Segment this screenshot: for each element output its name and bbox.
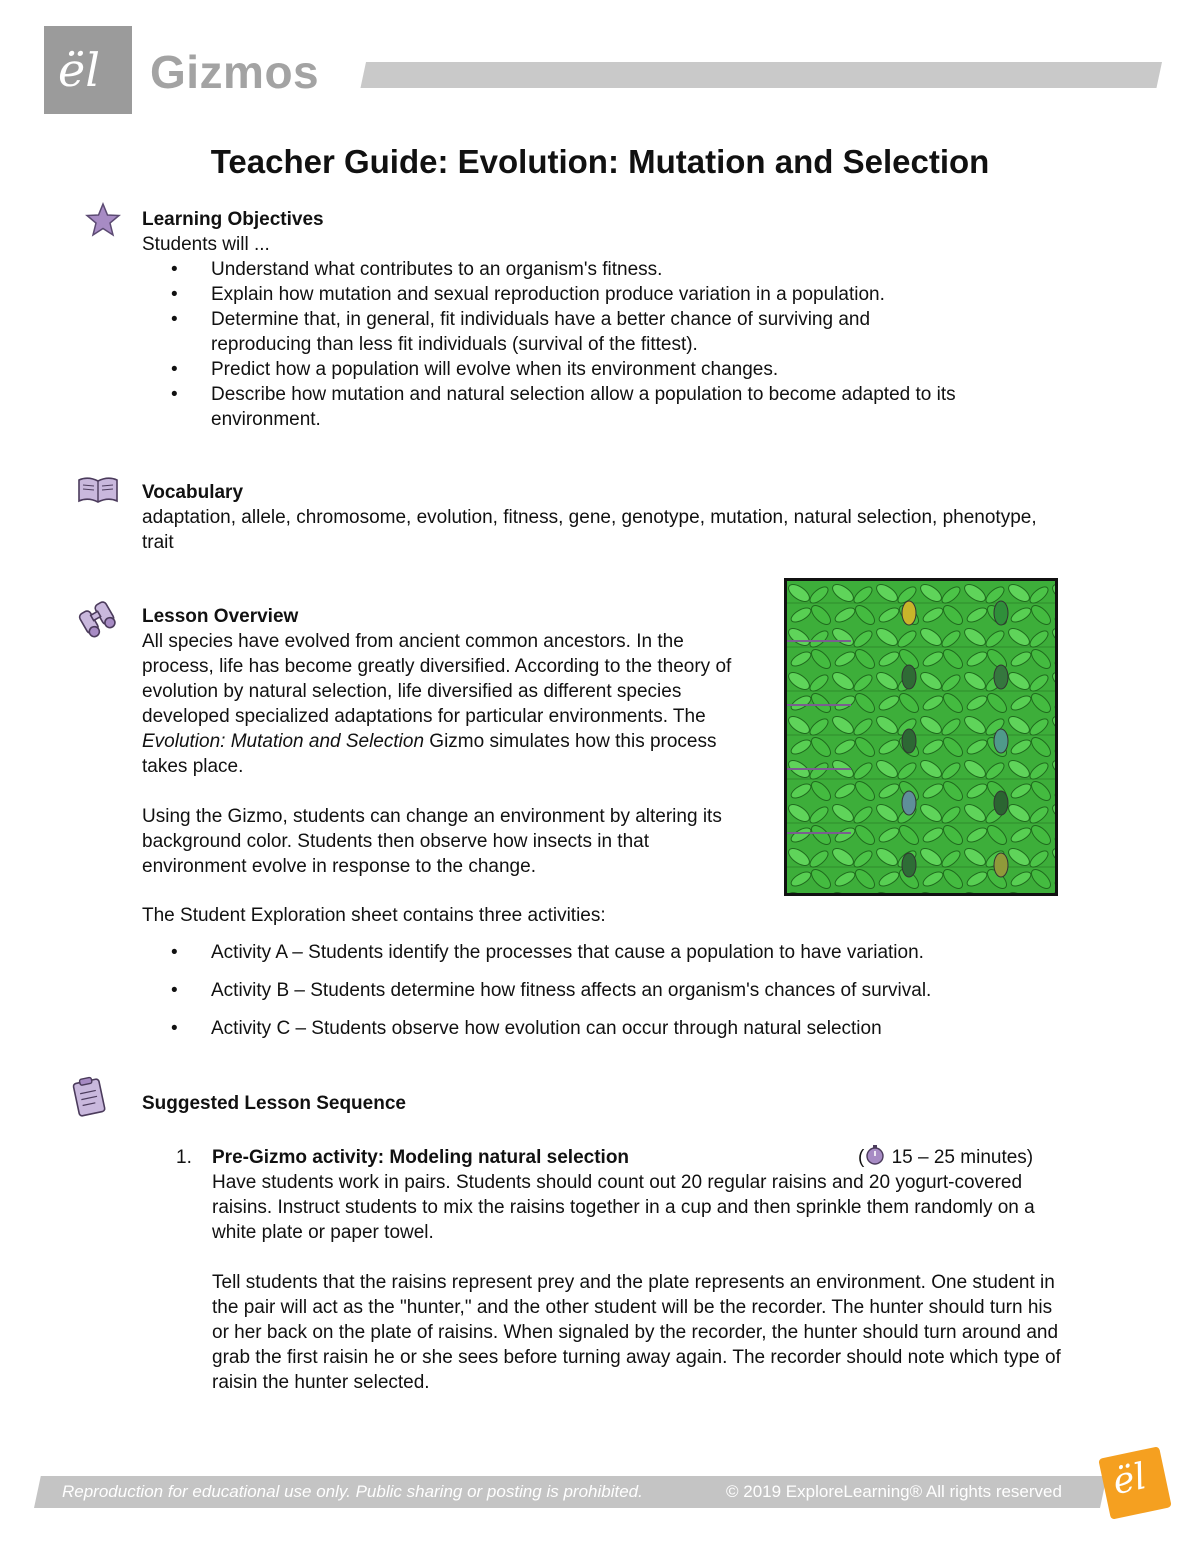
learning-objectives-section xyxy=(142,207,1082,432)
footer-disclaimer: Reproduction for educational use only. Public sharing or posting is prohibited. xyxy=(62,1482,643,1501)
beetle-icon xyxy=(994,665,1008,689)
page-title: Teacher Guide: Evolution: Mutation and Selection xyxy=(210,143,990,180)
header-bar xyxy=(360,62,1162,88)
vocabulary-text: adaptation, allele, chromosome, evolution, fitness, gene, genotype, mutation, natural selection, phenotype, trait xyxy=(142,507,1037,553)
explorelearning-logo xyxy=(44,26,132,114)
star-icon xyxy=(84,202,122,238)
activities-intro: The Student Exploration sheet contains three activities: xyxy=(142,905,606,926)
beetle-icon xyxy=(902,791,916,815)
activity-item: • Activity A – Students identify the processes that cause a population to have variation. xyxy=(141,940,1082,965)
objective-item: • Predict how a population will evolve when its environment changes. xyxy=(141,357,1061,382)
beetle-icon xyxy=(902,853,916,877)
beetle-icon xyxy=(994,729,1008,753)
vocabulary-heading: Vocabulary xyxy=(142,482,244,503)
leaf-background-image xyxy=(787,581,1055,893)
beetle-icon xyxy=(902,729,916,753)
lesson-sequence-heading: Suggested Lesson Sequence xyxy=(142,1093,406,1114)
timer-icon xyxy=(864,1145,886,1165)
objective-item: • Describe how mutation and natural selection allow a population to become adapted to its environment. xyxy=(141,382,1061,432)
beetle-icon xyxy=(902,601,916,625)
step-content xyxy=(212,1170,1062,1395)
gizmos-brand: Gizmos xyxy=(150,46,320,98)
step-number: 1. xyxy=(176,1147,192,1168)
explorelearning-footer-logo xyxy=(1098,1446,1172,1520)
activity-item: • Activity B – Students determine how fitness affects an organism's chances of survival. xyxy=(141,978,1082,1003)
step-time: ( 15 – 25 minutes) xyxy=(858,1147,1034,1168)
objective-item: • Explain how mutation and sexual reproduction produce variation in a population. xyxy=(141,282,1061,307)
step-paragraph: Have students work in pairs. Students should count out 20 regular raisins and 20 yogurt-covered raisins. Instruct students to mix the raisins together in a cup and then sprinkle them randomly on a white plate or paper towel. xyxy=(212,1172,1035,1243)
learning-objectives-heading: Learning Objectives xyxy=(142,209,324,230)
step-paragraph: Tell students that the raisins represent prey and the plate represents an environment. One student in the pair will act as the "hunter," and the other student will be the recorder. The hunter should turn his or her back on the plate of raisins. When signaled by the recorder, the hunter should turn around and grab the first raisin he or she sees before turning away again. The recorder should note which type of raisin the hunter selected. xyxy=(212,1272,1061,1393)
binoculars-icon xyxy=(76,598,120,638)
book-icon xyxy=(76,474,120,506)
objective-item: • Determine that, in general, fit individuals have a better chance of surviving and reproducing than less fit individuals (survival of the fittest). xyxy=(141,307,1061,357)
vocabulary-section xyxy=(142,480,1072,555)
beetle-icon xyxy=(994,791,1008,815)
clipboard-icon xyxy=(70,1076,108,1118)
activities-section xyxy=(142,903,1082,1041)
activity-item: • Activity C – Students observe how evolution can occur through natural selection xyxy=(141,1016,1082,1041)
objective-item: • Understand what contributes to an organism's fitness. xyxy=(141,257,1061,282)
beetle-icon xyxy=(902,665,916,689)
logo-mark: ël xyxy=(58,43,100,97)
lesson-overview-section xyxy=(142,604,742,879)
step-title: Pre-Gizmo activity: Modeling natural selection xyxy=(212,1147,630,1168)
footer-copyright: © 2019 ExploreLearning® All rights reserved xyxy=(726,1482,1062,1501)
footer-logo-mark: ël xyxy=(1109,1456,1150,1504)
learning-objectives-intro: Students will ... xyxy=(142,234,270,255)
beetle-icon xyxy=(994,853,1008,877)
gizmo-screenshot xyxy=(784,578,1058,896)
lesson-overview-paragraph-2: Using the Gizmo, students can change an environment by altering its background color. Students then observe how insects in that environment evolve in response to the change. xyxy=(142,806,722,877)
beetle-icon xyxy=(994,601,1008,625)
lesson-overview-heading: Lesson Overview xyxy=(142,606,299,627)
lesson-overview-paragraph: All species have evolved from ancient common ancestors. In the process, life has become greatly diversified. According to the theory of evolution by natural selection, life diversified as different species developed specialized adaptations for particular environments. The Evolution: Mutation and Selection Gizmo simulates how this process takes place. xyxy=(142,631,732,777)
